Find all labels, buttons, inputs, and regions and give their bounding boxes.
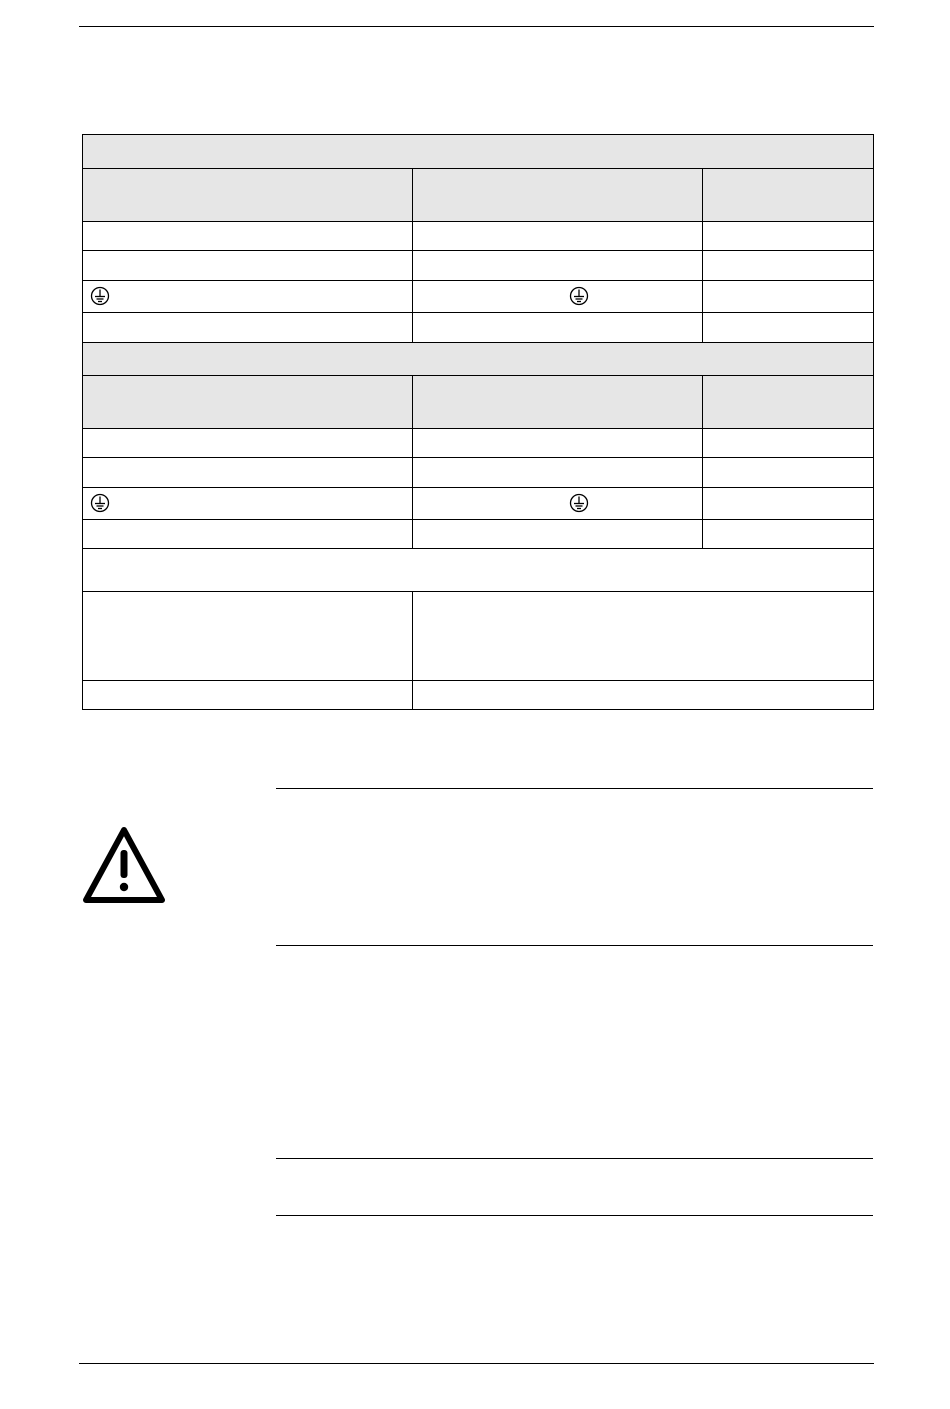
warning-top-rule [276,788,873,789]
section-2-title [83,342,873,375]
protective-earth-icon [90,493,110,513]
protective-earth-icon [569,493,589,513]
terminal-table [82,134,874,710]
footer-rule [79,1363,874,1364]
note-top-rule [276,1158,873,1159]
warning-bottom-rule [276,945,873,946]
section-1-header-row [83,168,873,221]
header-rule [79,26,874,27]
section-1-title [83,135,873,168]
warning-triangle-icon [82,826,166,904]
protective-earth-icon [90,286,110,306]
section-2-header-row [83,375,873,428]
protective-earth-icon [569,286,589,306]
note-bottom-rule [276,1215,873,1216]
